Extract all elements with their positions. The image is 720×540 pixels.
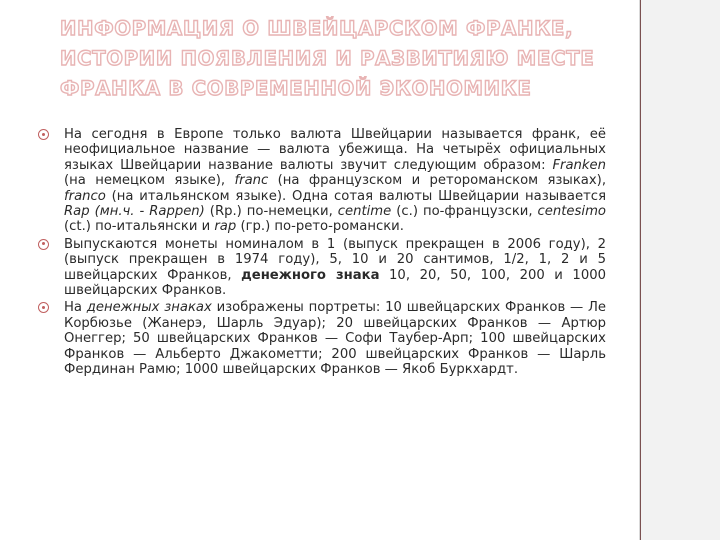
text-span: Выпускаются монеты номиналом в 1 (выпуск прекращен в 2006 году), 2 (выпуск прекращен в 1974 году), 5, 10 и 20 сантимов, 1/2, 1, 2 и 5 швейцарских Франков, [64,236,606,283]
term-franken: Franken [552,157,606,173]
term-centesimo: centesimo [537,204,606,220]
text-span: 10, 20, 50, 100, 200 и 1000 швейцарских Франков. [64,267,606,299]
title-line-3: ФРАНКА В СОВРЕМЕННОЙ ЭКОНОМИКЕ [60,77,532,100]
title-line-1: ИНФОРМАЦИЯ О ШВЕЙЦАРСКОМ ФРАНКЕ, [60,17,574,40]
text-span: (гр.) по-рето-романски. [236,219,404,235]
term-banknote: денежного знака [241,267,380,283]
term-rap: Rap (мн.ч. - Rappen) [64,204,205,220]
term-franco: franco [64,188,106,204]
bullet-item-1 [38,127,606,235]
text-span: На [64,300,87,316]
text-span: (c.) по-французски, [391,204,538,220]
side-panel-border [640,0,720,540]
slide-title [60,14,620,104]
text-span: (на немецком языке), [64,173,235,189]
term-franc: franc [234,173,269,189]
bullet-circle-icon [38,239,49,250]
text-span: (ct.) по-итальянски и [64,219,215,235]
bullet-circle-icon [38,302,49,313]
title-line-2: ИСТОРИИ ПОЯВЛЕНИЯ И РАЗВИТИЯЮ МЕСТЕ [60,47,595,70]
term-centime: centime [337,204,392,220]
term-rap-romansh: rap [214,219,237,235]
text-span: (на итальянском языке). Одна сотая валюты Швейцарии называется [105,188,606,204]
bullet-item-3 [38,300,606,377]
text-span: На сегодня в Европе только валюта Швейцарии называется франк, её неофициальное название — валюта убежища. На четырёх официальных языках Швейцарии название валюты звучит следующим образом: [64,127,606,173]
bullet-item-2 [38,237,606,299]
bullet-list [38,127,606,380]
bullet-circle-icon [38,129,49,140]
text-span: (на французском и ретороманском языках), [268,173,607,189]
text-span: изображены портреты: 10 швейцарских Франков — Ле Корбюзье (Жанерэ, Шарль Эдуар); 20 швейцарских Франков — Артюр Онеггер; 50 швейцарских Франков — Софи Таубер-Арп; 100 швейцарских Франков — Альберто Джакометти; 200 швейцарских Франков — Шарль Фердинан Рамю; 1000 швейцарских Франков — Якоб Буркхардт. [64,300,606,378]
term-banknotes: денежных знаках [86,300,212,316]
text-span: (Rp.) по-немецки, [204,204,338,220]
